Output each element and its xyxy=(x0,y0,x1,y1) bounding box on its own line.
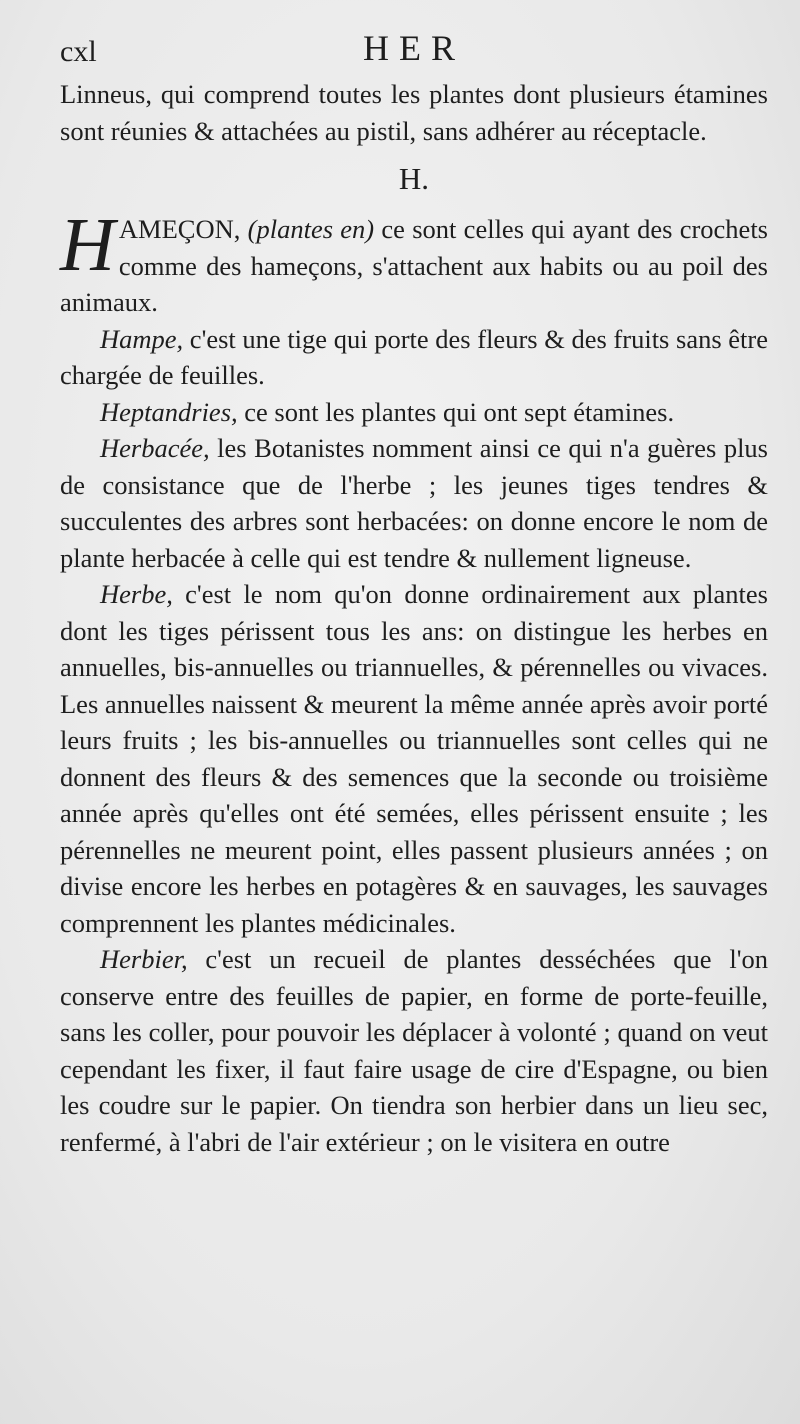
entry-herbacee xyxy=(60,430,768,576)
section-letter: H. xyxy=(398,161,430,196)
entry-text: c'est une tige qui porte des fleurs & des fruits sans être chargée de feuilles. xyxy=(60,323,768,390)
page-number: cxl xyxy=(60,35,97,68)
entry-text: ce sont celles qui ayant des crochets comme des hameçons, s'attachent aux habits ou au poil des animaux. xyxy=(60,214,768,317)
entry-text: ce sont les plantes qui ont sept étamines. xyxy=(237,396,675,427)
entry-hamecon xyxy=(60,203,768,321)
running-head: HER xyxy=(363,28,465,68)
entry-term: Herbe, xyxy=(100,579,173,609)
entry-herbe xyxy=(60,576,768,941)
entry-hampe xyxy=(60,321,768,394)
entry-term: Herbacée, xyxy=(100,433,210,463)
entry-qualifier: (plantes en) xyxy=(247,214,375,244)
entry-text: les Botanistes nomment ainsi ce qui n'a guères plus de consistance que de l'herbe ; les jeunes tiges tendres & succulentes des arbres sont herbacées: on donne encore le nom de plante herbacée à celle qui est tendre & nullement ligneuse. xyxy=(60,433,768,573)
entry-herbier xyxy=(60,941,768,1160)
entry-text: c'est le nom qu'on donne ordinairement aux plantes dont les tiges périssent tous les ans: on distingue les herbes en annuelles, bis-annuelles ou triannuelles, & pérennelles ou vivaces. Les annuelles naissent & meurent la même année après avoir porté leurs fruits ; les bis-annuelles ou triannuelles sont celles qui ne donnent des fleurs & des semences que la seconde ou troisième année après qu'elles ont été semées, elles périssent ensuite ; les pérennelles ne meurent point, elles passent plusieurs années ; on divise encore les herbes en potagères & en sauvages, les sauvages comprennent les plantes médicinales. xyxy=(60,579,768,938)
entry-headword: AMEÇON, xyxy=(118,214,241,244)
entry-heptandries xyxy=(60,394,768,431)
drop-cap: H xyxy=(60,203,115,287)
text-block xyxy=(60,28,768,1160)
entry-text: c'est un recueil de plantes desséchées que l'on conserve entre des feuilles de papier, en forme de porte-feuille, sans les coller, pour pouvoir les déplacer à volonté ; quand on veut cependant les fixer, il faut faire usage de cire d'Espagne, ou bien les coudre sur le papier. On tiendra son herbier dans un lieu sec, renfermé, à l'abri de l'air extérieur ; on le visitera en outre xyxy=(60,944,768,1157)
entry-term: Herbier, xyxy=(100,944,188,974)
page-header xyxy=(60,28,768,76)
continuation-paragraph: Linneus, qui comprend toutes les plantes dont plusieurs étamines sont réunies & attachées au pistil, sans adhérer au réceptacle. xyxy=(60,79,768,146)
entry-term: Heptandries, xyxy=(100,396,238,427)
entry-term: Hampe, xyxy=(100,323,184,354)
